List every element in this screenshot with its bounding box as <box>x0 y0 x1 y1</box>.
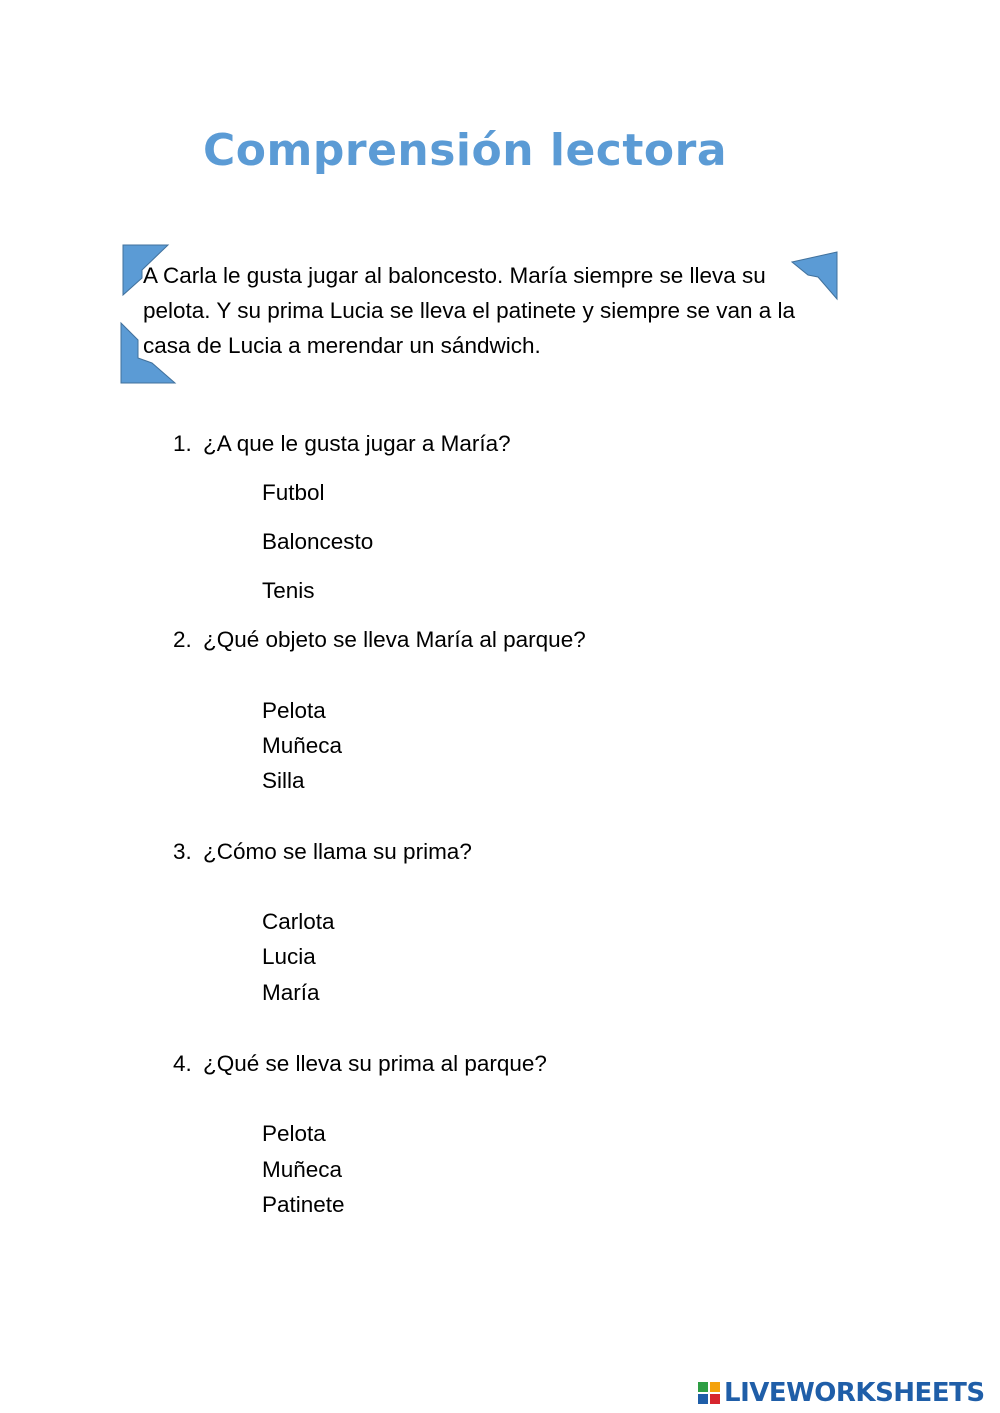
question-text: ¿Qué se lleva su prima al parque? <box>203 1051 547 1076</box>
answer-option[interactable]: Silla <box>262 768 305 793</box>
question-1 <box>173 431 511 457</box>
passage-line: pelota. Y su prima Lucia se lleva el patinete y siempre se van a la <box>143 298 796 323</box>
answer-option[interactable]: Pelota <box>262 698 326 723</box>
question-2 <box>173 627 586 653</box>
question-3 <box>173 839 472 865</box>
answer-option[interactable]: Patinete <box>262 1192 345 1217</box>
answer-option[interactable]: Muñeca <box>262 1157 343 1182</box>
page-title: Comprensión lectora <box>203 125 728 176</box>
question-4 <box>173 1051 547 1077</box>
liveworksheets-logo-icon <box>697 1381 721 1405</box>
answer-option[interactable]: Baloncesto <box>262 529 374 554</box>
answer-option[interactable]: María <box>262 980 320 1005</box>
answer-option[interactable]: Tenis <box>262 578 315 603</box>
question-number: 4. <box>173 1051 192 1076</box>
answer-option[interactable]: Futbol <box>262 480 325 505</box>
answer-option[interactable]: Pelota <box>262 1121 326 1146</box>
question-text: ¿Cómo se llama su prima? <box>203 839 472 864</box>
question-number: 2. <box>173 627 192 652</box>
reading-passage <box>143 258 863 363</box>
passage-line: A Carla le gusta jugar al baloncesto. María siempre se lleva su <box>143 263 766 288</box>
brand-name: LIVEWORKSHEETS <box>724 1378 985 1408</box>
passage-line: casa de Lucia a merendar un sándwich. <box>143 333 541 358</box>
question-text: ¿Qué objeto se lleva María al parque? <box>203 627 586 652</box>
question-number: 1. <box>173 431 192 456</box>
answer-option[interactable]: Muñeca <box>262 733 343 758</box>
liveworksheets-brand <box>697 1378 985 1408</box>
question-text: ¿A que le gusta jugar a María? <box>203 431 511 456</box>
answer-option[interactable]: Lucia <box>262 944 316 969</box>
question-number: 3. <box>173 839 192 864</box>
answer-option[interactable]: Carlota <box>262 909 335 934</box>
